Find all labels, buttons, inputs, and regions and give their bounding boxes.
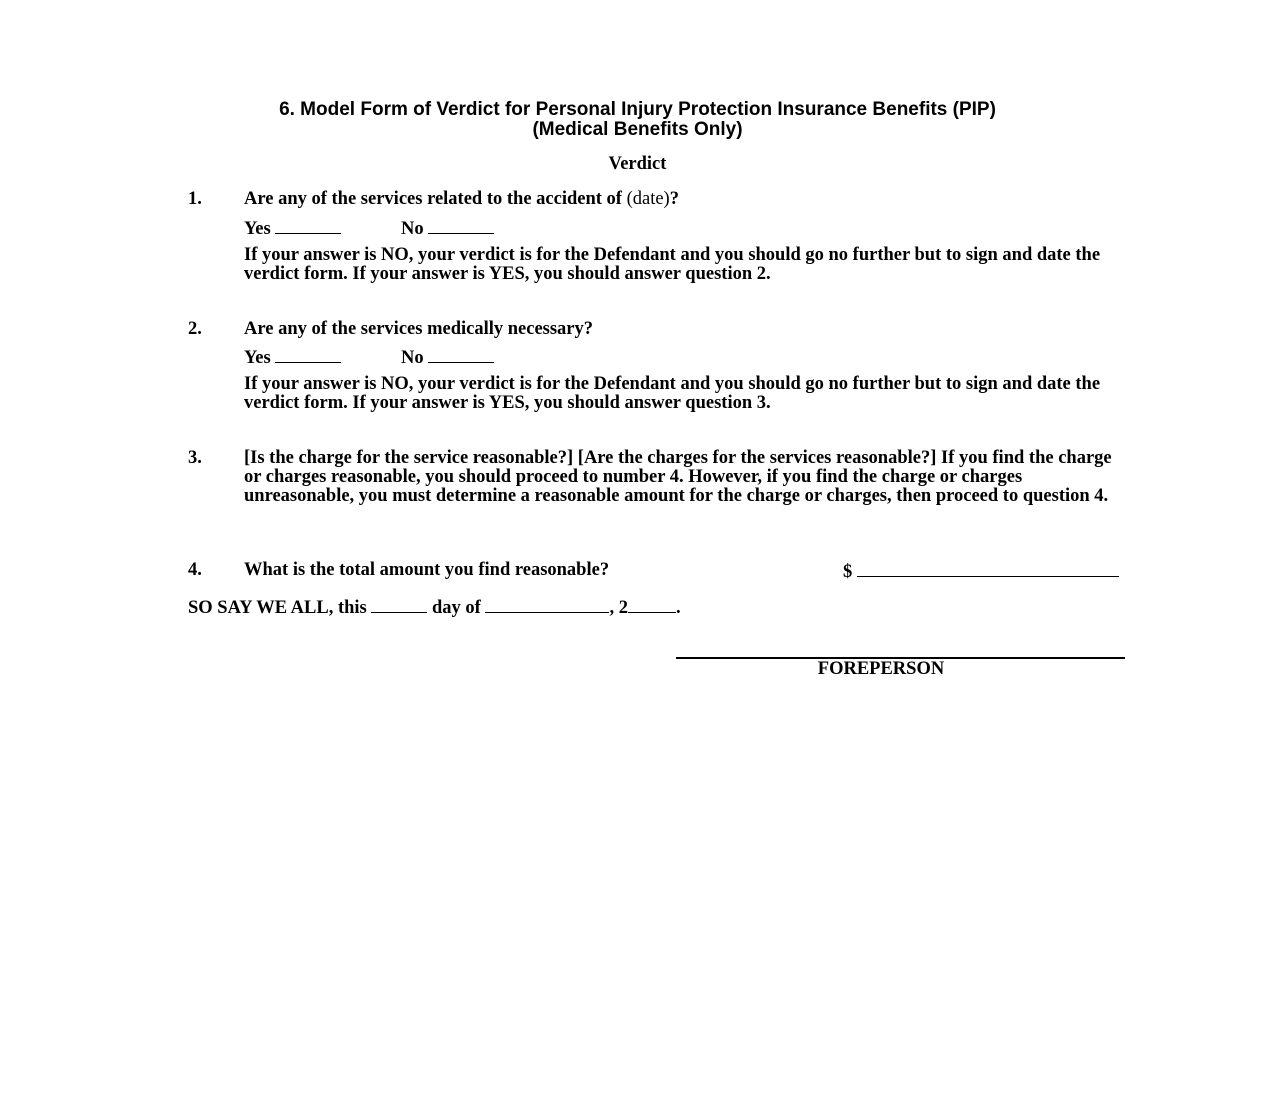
question-2-answer <box>244 347 424 368</box>
question-1-mark: ? <box>669 189 679 209</box>
total-amount-blank[interactable] <box>857 561 1119 577</box>
question-2-no-blank[interactable] <box>428 347 494 363</box>
question-1-yes-blank[interactable] <box>275 218 341 234</box>
question-2-no-label: No <box>401 348 424 368</box>
total-amount-field <box>843 561 1119 582</box>
question-1-no-label: No <box>401 219 424 239</box>
verdict-heading: Verdict <box>608 154 667 174</box>
closing-prefix: SO SAY WE ALL, this <box>188 598 367 618</box>
year-prefix: 2 <box>618 598 628 618</box>
question-1-yes-label: Yes <box>244 219 271 239</box>
question-4-text: What is the total amount you find reasonable? <box>244 560 610 580</box>
question-2-yes-blank[interactable] <box>275 347 341 363</box>
question-1-date-placeholder: (date) <box>626 189 670 209</box>
question-1-label: Are any of the services related to the accident of <box>244 189 622 209</box>
foreperson-label: FOREPERSON <box>817 659 945 679</box>
year-blank[interactable] <box>628 597 676 613</box>
question-2-number: 2. <box>188 319 202 339</box>
form-title-line-1: 6. Model Form of Verdict for Personal Injury Protection Insurance Benefits (PIP) <box>279 99 996 120</box>
closing-period: . <box>675 598 681 618</box>
question-2-instruction: If your answer is NO, your verdict is for the Defendant and you should go no further but to sign and date the verdict form. If your answer is YES, you should answer question 3. <box>244 374 1101 413</box>
month-blank[interactable] <box>485 597 609 613</box>
question-1-number: 1. <box>188 189 202 209</box>
closing-day-of: day of <box>432 598 481 618</box>
currency-symbol: $ <box>843 562 853 582</box>
question-1-text <box>244 190 1129 209</box>
form-title <box>0 100 1275 140</box>
question-1-instruction: If your answer is NO, your verdict is for the Defendant and you should go no further but to sign and date the verdict form. If your answer is YES, you should answer question 2. <box>244 245 1101 284</box>
day-blank[interactable] <box>371 597 427 613</box>
question-2-text: Are any of the services medically necessary? <box>244 319 594 339</box>
question-1-answer <box>244 218 424 239</box>
closing-statement <box>188 597 681 618</box>
question-3-number: 3. <box>188 448 202 468</box>
question-4-number: 4. <box>188 560 202 580</box>
closing-comma: , <box>609 598 615 618</box>
question-1-no-blank[interactable] <box>428 218 494 234</box>
question-2-yes-label: Yes <box>244 348 271 368</box>
form-title-line-2: (Medical Benefits Only) <box>532 119 743 140</box>
question-3-text: [Is the charge for the service reasonable?] [Are the charges for the services reasonable?] If you find the charge or charges reasonable, you should proceed to number 4. However, if you find the charge or charges unreasonable, you must determine a reasonable amount for the charge or charges, then proceed to question 4. <box>244 448 1112 506</box>
